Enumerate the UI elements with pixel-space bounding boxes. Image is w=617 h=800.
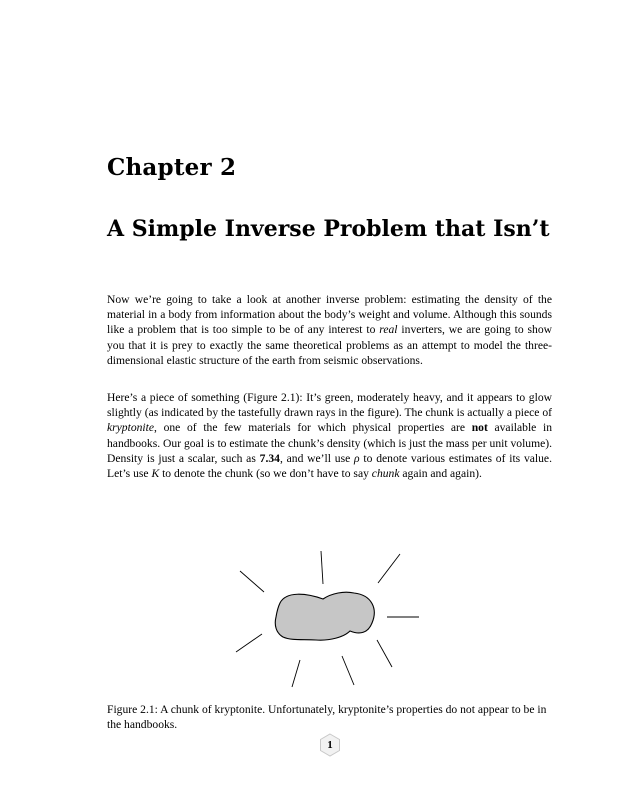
kryptonite-chunk	[275, 592, 374, 640]
glow-ray	[377, 640, 392, 667]
page-number	[318, 733, 342, 757]
symbol-k: K	[151, 467, 160, 481]
glow-ray	[321, 551, 323, 584]
text-run: inverters, we are going to show you that it is prey to exactly the same theoretical problems as an attempt to model the three-dimensional elastic structure of the earth from seismic observations.	[107, 323, 552, 367]
text-run: , one of the few materials for which physical properties are	[154, 421, 472, 435]
text-run: again and again).	[399, 467, 482, 481]
text-run: Now we’re going to take a look at another inverse problem: estimating the density of the material in a body from information about the body’s weight and volume. Although this sounds like a problem that is too simple to be of any interest to	[107, 293, 552, 337]
chapter-label: Chapter 2	[107, 154, 237, 181]
text-run: , and we’ll use	[279, 451, 355, 465]
body-paragraph-1	[107, 292, 552, 368]
emphasis-kryptonite: kryptonite	[107, 421, 155, 435]
text-run: to denote the chunk (so we don’t have to say	[159, 467, 372, 481]
bold-value: 7.34	[259, 451, 280, 465]
text-run: available in handbooks. Our goal is to estimate the chunk’s density (which is just the mass per unit volume). Density is just a scalar, such as	[107, 421, 553, 465]
glow-ray	[292, 660, 300, 687]
emphasis-chunk: chunk	[371, 467, 400, 481]
glow-ray	[378, 554, 400, 583]
chapter-title: A Simple Inverse Problem that Isn’t	[107, 216, 550, 242]
glow-ray	[342, 656, 354, 685]
glow-ray	[240, 571, 264, 592]
page-number-text: 1	[327, 739, 333, 751]
bold-not: not	[471, 421, 488, 435]
text-run: Here’s a piece of something (Figure 2.1): It’s green, moderately heavy, and it appears to glow slightly (as indicated by the tastefully drawn rays in the figure). The chunk is actually a piece of	[107, 391, 552, 420]
body-paragraph-2	[107, 390, 552, 481]
symbol-rho: ρ	[354, 451, 360, 465]
emphasis-real: real	[379, 323, 398, 337]
glow-ray	[236, 634, 262, 652]
figure-caption: Figure 2.1: A chunk of kryptonite. Unfortunately, kryptonite’s properties do not appear to be in the handbooks.	[107, 703, 547, 732]
kryptonite-figure	[220, 545, 420, 695]
text-run: to denote various estimates of its value. Let’s use	[107, 451, 552, 481]
